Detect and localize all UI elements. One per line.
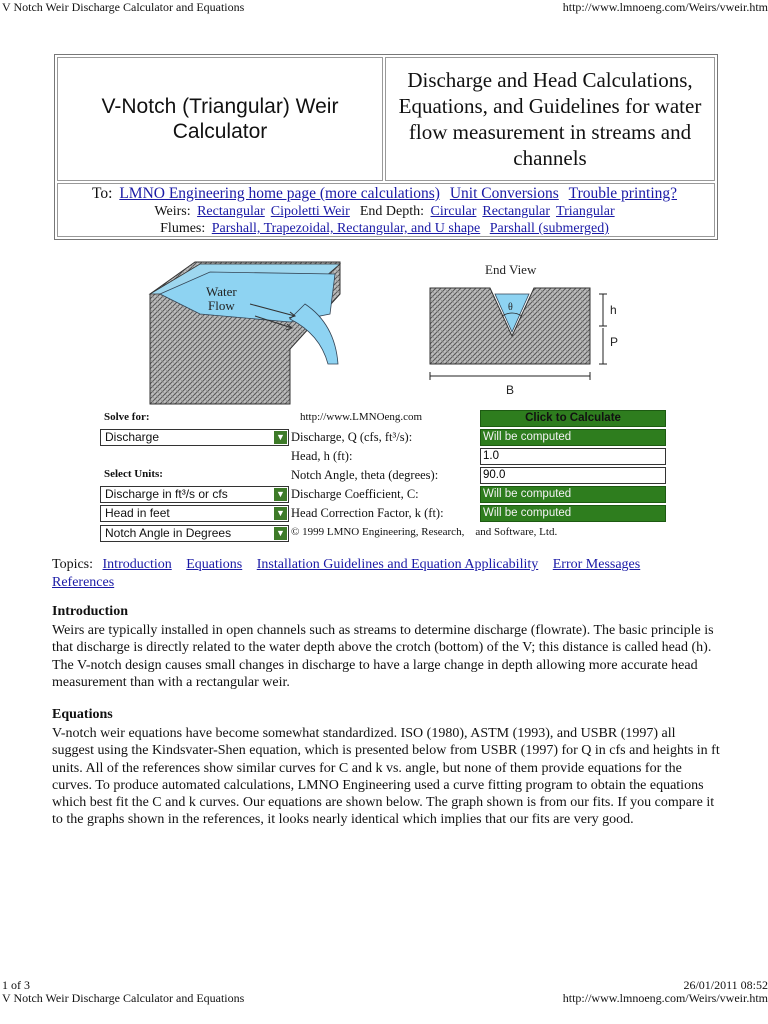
copyright-text-1: © 1999 LMNO Engineering, Research, <box>291 526 465 538</box>
water-label-2: Flow <box>208 298 235 313</box>
solve-for-label: Solve for: <box>104 411 150 423</box>
home-link[interactable]: LMNO Engineering home page (more calculations) <box>119 185 440 202</box>
rectangular-weir-link[interactable]: Rectangular <box>197 204 265 219</box>
h-label: h <box>610 303 617 317</box>
solve-for-select[interactable] <box>100 429 289 446</box>
h-dimension <box>599 294 607 326</box>
angle-units-value: Notch Angle in Degrees <box>105 526 232 540</box>
trouble-printing-link[interactable]: Trouble printing? <box>568 185 678 202</box>
end-depth-label: End Depth: <box>359 204 424 219</box>
unit-conversions-link[interactable]: Unit Conversions <box>449 185 559 202</box>
title-table <box>54 54 718 240</box>
notch-angle-input[interactable]: 90.0 <box>480 467 666 484</box>
water-label-1: Water <box>206 284 237 299</box>
to-label: To: <box>91 185 113 202</box>
end-depth-circular-link[interactable]: Circular <box>430 204 477 219</box>
flumes-label: Flumes: <box>160 221 206 236</box>
discharge-output: Will be computed <box>480 429 666 446</box>
equations-heading: Equations <box>52 707 113 722</box>
p-label: P <box>610 335 619 349</box>
page-subtitle: Discharge and Head Calculations, Equations, and Guidelines for water flow measurement in streams and channels <box>385 57 715 181</box>
head-input[interactable]: 1.0 <box>480 448 666 465</box>
solve-for-value: Discharge <box>105 430 160 444</box>
footer-page: 1 of 3 <box>2 978 30 992</box>
angle-units-select[interactable] <box>100 525 289 542</box>
page-title: V-Notch (Triangular) Weir Calculator <box>57 57 383 181</box>
equations-text: V-notch weir equations have become somewhat standardized. ISO (1980), ASTM (1993), and USBR (1997) all suggest using the Kindsvater-Shen equation, which is presented below from USBR (1997) for Q in cfs and heights in ft units. All of the references show similar curves for C and k vs. angle, but none of them provide equations for the curves. To produce automated calculations, LMNO Engineering used a curve fitting program to obtain the equations which best fit the C and k curves. Our equations are shown below. The graph shown is from our fits. If you compare it to the graphs shown in the references, it looks nearly identical which implies that our fits are very good. <box>52 726 720 828</box>
chevron-down-icon: ▼ <box>274 507 287 520</box>
chevron-down-icon: ▼ <box>274 527 287 540</box>
parshall-submerged-link[interactable]: Parshall (submerged) <box>489 221 609 236</box>
head-correction-output: Will be computed <box>480 505 666 522</box>
b-label: B <box>506 383 515 397</box>
print-header-title: V Notch Weir Discharge Calculator and Equations <box>2 0 245 14</box>
p-dimension <box>599 328 607 364</box>
footer-datetime: 26/01/2011 08:52 <box>683 978 768 992</box>
footer-url: http://www.lmnoeng.com/Weirs/vweir.htm <box>562 991 768 1005</box>
head-label: Head, h (ft): <box>291 449 353 463</box>
notch-angle-label: Notch Angle, theta (degrees): <box>291 468 439 482</box>
copyright <box>291 526 557 538</box>
copyright-text-2: and Software, Ltd. <box>475 526 558 538</box>
chevron-down-icon: ▼ <box>274 431 287 444</box>
theta-label: θ <box>508 302 513 313</box>
introduction-heading: Introduction <box>52 604 128 619</box>
discharge-units-value: Discharge in ft³/s or cfs <box>105 487 228 501</box>
head-correction-label: Head Correction Factor, k (ft): <box>291 506 444 520</box>
end-depth-rectangular-link[interactable]: Rectangular <box>482 204 551 219</box>
calculate-button[interactable]: Click to Calculate <box>480 410 666 427</box>
discharge-coefficient-output: Will be computed <box>480 486 666 503</box>
nav-links-block <box>57 183 715 237</box>
discharge-units-select[interactable] <box>100 486 289 503</box>
footer-title: V Notch Weir Discharge Calculator and Equations <box>2 991 245 1005</box>
end-view-label: End View <box>485 262 537 277</box>
topic-introduction-link[interactable]: Introduction <box>102 557 172 572</box>
weir-illustration <box>140 254 630 406</box>
b-dimension <box>430 372 590 380</box>
topic-error-messages-link[interactable]: Error Messages <box>552 557 641 572</box>
head-units-select[interactable] <box>100 505 289 522</box>
topics-label: Topics: <box>52 557 94 572</box>
print-header-url: http://www.lmnoeng.com/Weirs/vweir.htm <box>562 0 768 14</box>
select-units-label: Select Units: <box>104 468 163 480</box>
head-units-value: Head in feet <box>105 506 170 520</box>
topic-references-link[interactable]: References <box>52 575 115 590</box>
weir-calculator <box>100 410 668 544</box>
discharge-coefficient-label: Discharge Coefficient, C: <box>291 487 419 501</box>
end-depth-triangular-link[interactable]: Triangular <box>556 204 615 219</box>
topics-nav <box>52 556 732 592</box>
cipoletti-weir-link[interactable]: Cipoletti Weir <box>270 204 350 219</box>
introduction-text: Weirs are typically installed in open channels such as streams to determine discharge (flowrate). The basic principle is that discharge is directly related to the water depth above the crotch (bottom) of the V; this distance is called head (h). The V-notch design causes small changes in discharge to have a large change in depth allowing more accurate head measurement than with a rectangular weir. <box>52 623 714 690</box>
topic-equations-link[interactable]: Equations <box>186 557 243 572</box>
chevron-down-icon: ▼ <box>274 488 287 501</box>
discharge-label: Discharge, Q (cfs, ft³/s): <box>291 430 413 444</box>
weirs-label: Weirs: <box>154 204 191 219</box>
flumes-link[interactable]: Parshall, Trapezoidal, Rectangular, and U shape <box>211 221 481 236</box>
topic-installation-link[interactable]: Installation Guidelines and Equation Applicability <box>256 557 539 572</box>
site-url: http://www.LMNOeng.com <box>300 411 423 423</box>
